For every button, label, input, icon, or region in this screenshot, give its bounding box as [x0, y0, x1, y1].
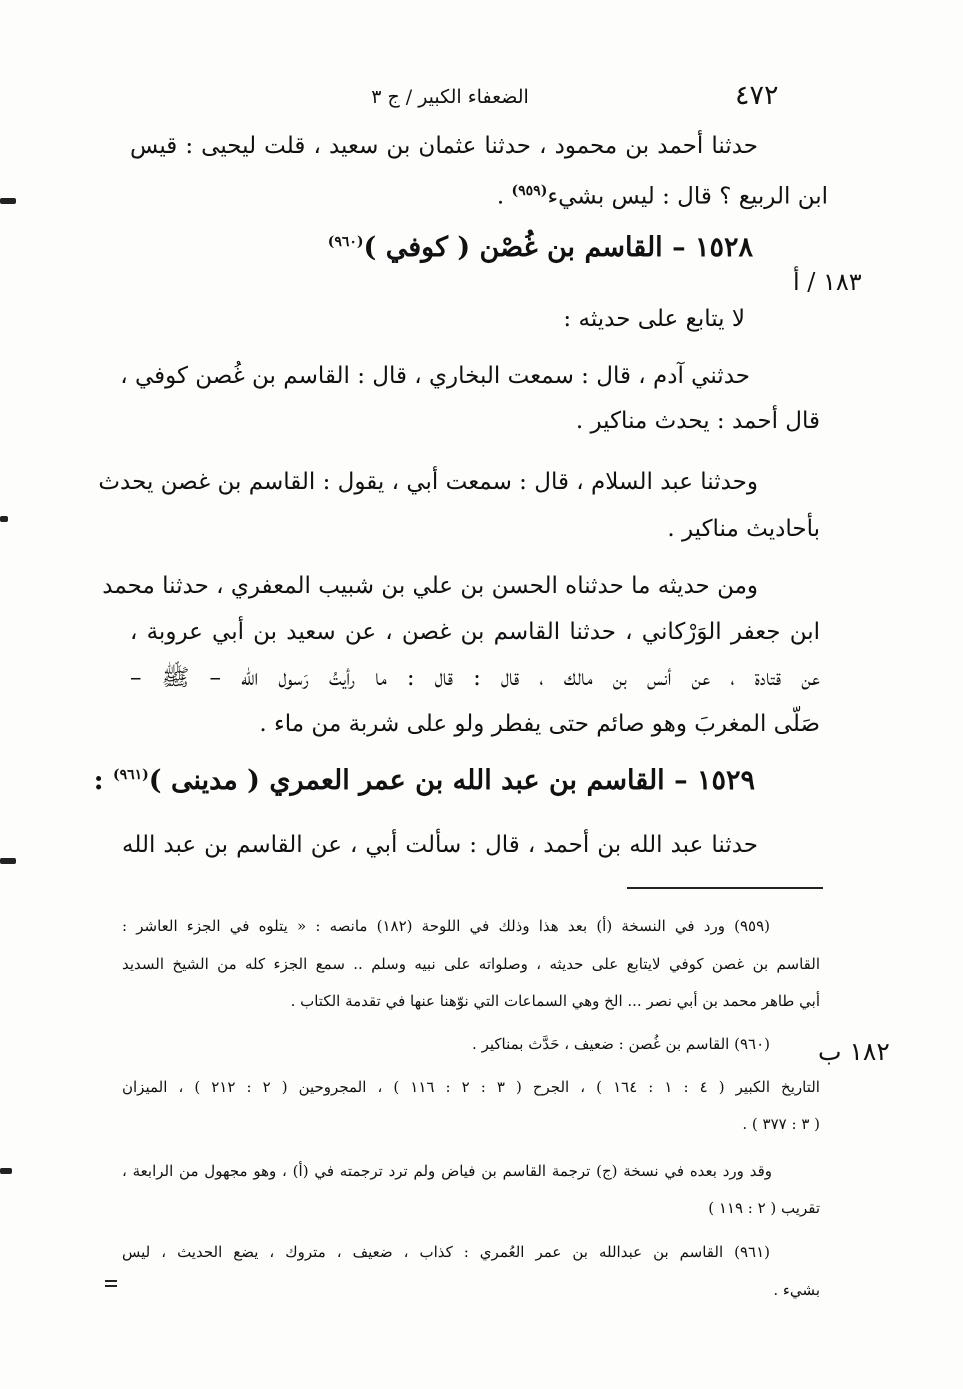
footnote-961-line-2: بشيء .	[773, 1281, 820, 1299]
entry-1528-para1-line-1: حدثني آدم ، قال : سمعت البخاري ، قال : القاسم بن غُصن كوفي ،	[120, 363, 750, 389]
entry-1529-heading-end: :	[93, 765, 113, 796]
footnote-960-line-2: التاريخ الكبير ( ٤ : ١ : ١٦٤ ) ، الجرح ( ٣ : ٢ : ١١٦ ) ، المجروحين ( ٢ : ٢١٢ ) ، الميزان	[122, 1078, 820, 1096]
entry-1528-para2-line-2: بأحاديث مناكير .	[667, 516, 820, 542]
entry-1528-para3-line-4: صَلّى المغربَ وهو صائم حتى يفطر ولو على شربة من ماء .	[259, 711, 820, 737]
entry-1528-title: ١٥٢٨ – القاسم بن غُصْن ( كوفي )	[363, 232, 753, 263]
footnote-961-line-1: (٩٦١) القاسم بن عبدالله بن عمر العُمري : كذاب ، ضعيف ، متروك ، يضع الحديث ، ليس	[122, 1243, 770, 1261]
running-title: الضعفاء الكبير / ج ٣	[371, 86, 529, 108]
footnote-ref-960: (٩٦٠)	[327, 234, 364, 250]
entry-1528-para3-line-1: ومن حديثه ما حدثناه الحسن بن علي بن شبيب المعفري ، حدثنا محمد	[102, 573, 758, 599]
margin-ref-183a: ١٨٣ / أ	[793, 268, 862, 296]
entry-1528-para3-line-2: ابن جعفر الوَرْكاني ، حدثنا القاسم بن غصن ، عن سعيد بن أبي عروبة ،	[130, 619, 820, 645]
intro-line-2-end: .	[496, 183, 512, 210]
double-dash-mark	[105, 1280, 117, 1288]
footnote-960-line-3: ( ٣ : ٣٧٧ ) .	[742, 1115, 820, 1133]
footnote-959-line-3: أبي طاهر محمد بن أبي نصر ... الخ وهي السماعات التي نوّهنا عنها في تقدمة الكتاب .	[290, 992, 820, 1010]
entry-1528-para2-line-1: وحدثنا عبد السلام ، قال : سمعت أبي ، يقول : القاسم بن غصن يحدث	[98, 469, 758, 495]
footnote-ref-961: (٩٦١)	[112, 767, 149, 783]
footnote-959-line-1: (٩٥٩) ورد في النسخة (أ) بعد هذا وذلك في اللوحة (١٨٢) مانصه : « يتلوه في الجزء العاشر :	[122, 917, 770, 935]
entry-1528-para1-line-2: قال أحمد : يحدث مناكير .	[575, 408, 820, 434]
entry-1529-title: ١٥٢٩ – القاسم بن عبد الله بن عمر العمري ( مدينى )	[148, 765, 755, 796]
footnote-960-line-5: تقريب ( ٢ : ١١٩ )	[708, 1199, 820, 1217]
edge-mark	[0, 198, 16, 204]
intro-line-2-text: ابن الربيع ؟ قال : ليس بشيء	[547, 183, 828, 210]
footnote-959-line-2: القاسم بن غصن كوفي لايتابع على حديثه ، وصلواته على نبيه وسلم .. سمع الجزء كله من الشيخ السديد	[122, 955, 820, 973]
page-number: ٤٧٢	[735, 80, 779, 111]
intro-line-1: حدثنا أحمد بن محمود ، حدثنا عثمان بن سعيد ، قلت ليحيى : قيس	[130, 133, 758, 159]
intro-line-2	[300, 168, 828, 220]
entry-1528-para3-line-3: عن قتادة ، عن أنس بن مالك ، قال : قال : ما رأيتُ رَسول الله – ﷺ –	[130, 665, 820, 691]
entry-1528-heading	[327, 232, 753, 263]
margin-ref-182b: ١٨٢ ب	[818, 1037, 890, 1066]
footnote-separator	[627, 887, 823, 889]
footnote-960-line-1: (٩٦٠) القاسم بن غُصن : ضعيف ، حَدَّث بمناكير .	[472, 1035, 770, 1053]
footnote-ref-959: (٩٥٩)	[511, 183, 548, 199]
entry-1528-line-1: لا يتابع على حديثه :	[563, 306, 745, 332]
entry-1529-line-1: حدثنا عبد الله بن أحمد ، قال : سألت أبي ، عن القاسم بن عبد الله	[122, 832, 758, 858]
entry-1529-heading	[93, 765, 755, 796]
edge-mark	[0, 1168, 12, 1174]
footnote-960-line-4: وقد ورد بعده في نسخة (ج) ترجمة القاسم بن فياض ولم ترد ترجمته في (أ) ، وهو مجهول من الرابعة ،	[122, 1162, 772, 1180]
edge-mark	[0, 858, 16, 864]
edge-mark	[0, 516, 8, 522]
